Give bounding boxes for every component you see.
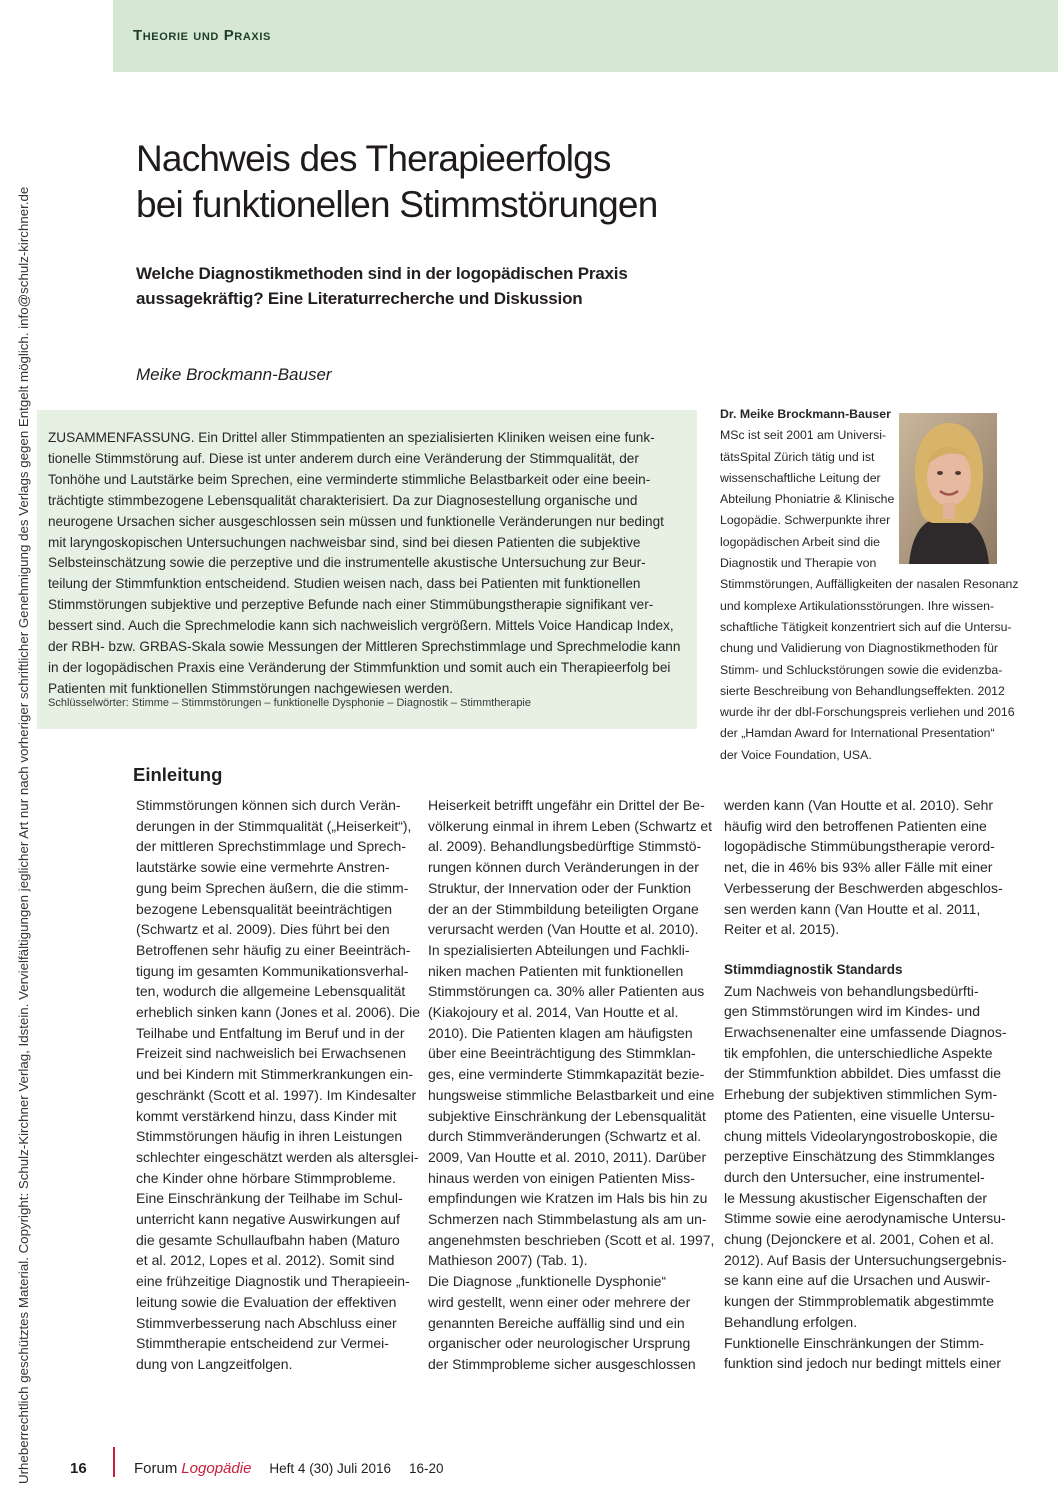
body-line: Stimmstörungen häufig in ihren Leistungen xyxy=(136,1128,403,1145)
journal-footer xyxy=(134,1460,444,1477)
footer-divider xyxy=(113,1447,115,1477)
body-line: 2010). Die Patienten klagen am häufigsten xyxy=(428,1024,693,1041)
body-line: Erhebung der subjektiven stimmlichen Sym- xyxy=(724,1086,998,1103)
body-line: Die Diagnose „funktionelle Dysphonie“ xyxy=(428,1273,667,1290)
bio-line: Diagnostik und Therapie von xyxy=(720,556,877,571)
body-line: al. 2009). Behandlungsbedürftige Stimmstö- xyxy=(428,838,702,855)
bio-line: sierte Beschreibung von Behandlungseffekten. 2012 xyxy=(720,683,1005,698)
bio-line: logopädischen Arbeit sind die xyxy=(720,534,880,549)
abstract-line: neurogene Ursachen sicher ausgeschlossen sein müssen und funktionelle Veränderungen nur bedingt xyxy=(48,513,664,529)
bio-line: MSc ist seit 2001 am Universi- xyxy=(720,428,887,443)
body-line: der Stimmprobleme sicher ausgeschlossen xyxy=(428,1355,696,1372)
section-heading-einleitung: Einleitung xyxy=(133,764,223,785)
body-line: Freizeit sind nachweislich bei Erwachsenen xyxy=(136,1045,407,1062)
bio-line: Stimmstörungen, Auffälligkeiten der nasalen Resonanz xyxy=(720,577,1019,592)
abstract-line: teilung der Stimmfunktion entscheidend. Studien weisen nach, dass bei Patienten mit funktionellen xyxy=(48,576,641,592)
bio-line: Abteilung Phoniatrie & Klinische xyxy=(720,492,895,507)
bio-line: chung und Validierung von Diagnostikmethoden für xyxy=(720,641,999,656)
body-line: der mittleren Sprechstimmlage und Sprech- xyxy=(136,838,407,855)
body-line: logopädische Stimmübungstherapie verord- xyxy=(724,838,995,855)
abstract-line: Stimmstörungen subjektive und perzeptive Befunde nach einer Stimmübungstherapie signifikant ver- xyxy=(48,597,654,613)
body-line: empfindungen wie Kratzen im Hals bis hin zu xyxy=(428,1190,708,1207)
body-column-2 xyxy=(428,795,715,1375)
body-line: werden kann (Van Houtte et al. 2010). Sehr xyxy=(724,797,994,813)
title-line: Nachweis des Therapieerfolgs xyxy=(136,138,611,179)
page-number: 16 xyxy=(70,1460,87,1477)
body-line: Heiserkeit betrifft ungefähr ein Drittel der Be- xyxy=(428,797,705,813)
body-line: geschränkt (Scott et al. 1997). Im Kindesalter xyxy=(136,1086,417,1103)
abstract-line: bessert sind. Auch die Sprechmelodie kann sich nachweislich vergrößern. Mittels Voice Handicap Index, xyxy=(48,618,674,634)
body-line: Zum Nachweis von behandlungsbedürfti- xyxy=(724,982,979,999)
page-range: 16-20 xyxy=(409,1461,444,1476)
body-line: chung (Dejonckere et al. 2001, Cohen et al. xyxy=(724,1231,995,1248)
body-line: Behandlung erfolgen. xyxy=(724,1313,858,1330)
body-line: organischer oder neurologischer Ursprung xyxy=(428,1335,691,1352)
body-line: ptome des Patienten, eine visuelle Untersu- xyxy=(724,1106,995,1123)
body-line: net, die in 46% bis 93% aller Fälle mit einer xyxy=(724,859,993,876)
bio-line: und komplexe Artikulationsstörungen. Ihre wissen- xyxy=(720,598,995,613)
body-line: (Schwartz et al. 2009). Dies führt bei den xyxy=(136,921,390,938)
body-line: gen Stimmstörungen wird im Kindes- und xyxy=(724,1003,981,1020)
body-line: Schmerzen nach Stimmbelastung als am un- xyxy=(428,1211,707,1228)
body-line: eine frühzeitige Diagnostik und Therapieein- xyxy=(136,1273,410,1290)
abstract-line: Tonhöhe und Lautstärke beim Sprechen, eine verminderte stimmliche Belastbarkeit oder eine beein- xyxy=(48,471,651,487)
body-line: 2009, Van Houtte et al. 2010, 2011). Darüber xyxy=(428,1148,707,1165)
body-line: ges, eine verminderte Stimmkapazität bezie- xyxy=(428,1066,705,1083)
body-line: Verbesserung der Beschwerden abgeschlos- xyxy=(724,879,1003,896)
body-line: die gesamte Schullaufbahn haben (Maturo xyxy=(136,1231,400,1248)
paragraph-gap xyxy=(724,940,999,960)
abstract-line: Selbsteinschätzung sowie die perzeptive und die instrumentelle akustische Untersuchung zur Beur- xyxy=(48,555,646,571)
keywords: Schlüsselwörter: Stimme – Stimmstörungen – funktionelle Dysphonie – Diagnostik – Stimmtherapie xyxy=(48,697,531,709)
abstract-line: tionelle Stimmstörung auf. Diese ist unter anderem durch eine Veränderung der Stimmqualität, der xyxy=(48,450,639,466)
body-line: verursacht werden (Van Houtte et al. 2010). xyxy=(428,921,699,938)
body-line: und bei Kindern mit Stimmerkrankungen ein- xyxy=(136,1066,414,1083)
body-line: dung von Langzeitfolgen. xyxy=(136,1355,293,1372)
body-line: erheblich sinken kann (Jones et al. 2006). Die xyxy=(136,1004,421,1021)
body-line: 2012). Auf Basis der Untersuchungsergebnis- xyxy=(724,1251,1007,1268)
abstract-line: trächtigte stimmbezogene Lebensqualität charakterisiert. Da zur Diagnosestellung organische und xyxy=(48,492,638,508)
journal-name-forum: Forum xyxy=(134,1460,178,1477)
body-line: ten, wodurch die allgemeine Lebensqualität xyxy=(136,983,406,1000)
bio-line: der „Hamdan Award for International Presentation“ xyxy=(720,726,995,741)
bio-line: Stimm- und Schluckstörungen sowie die evidenzba- xyxy=(720,662,1003,677)
section-label: Theorie und Praxis xyxy=(133,27,271,44)
abstract-text xyxy=(48,428,688,700)
body-line: Struktur, der Innervation oder der Funktion xyxy=(428,879,692,896)
body-line: leitung sowie die Evaluation der effektiven xyxy=(136,1293,397,1310)
bio-line: Logopädie. Schwerpunkte ihrer xyxy=(720,513,891,528)
bio-line: tätsSpital Zürich tätig und ist xyxy=(720,449,875,464)
abstract-line: der RBH- bzw. GRBAS-Skala sowie Messungen der Mittleren Sprechstimmlage und Sprechmelodie kann xyxy=(48,639,681,655)
body-column-3 xyxy=(724,795,1007,1374)
body-line: che Kinder ohne hörbare Stimmprobleme. xyxy=(136,1169,396,1186)
body-line: (Kiakojoury et al. 2014, Van Houtte et al. xyxy=(428,1004,679,1021)
body-line: Erwachsenenalter eine umfassende Diagnos- xyxy=(724,1024,1007,1041)
bio-line: schaftliche Tätigkeit konzentriert sich auf die Untersu- xyxy=(720,619,1012,634)
bio-line: wissenschaftliche Leitung der xyxy=(720,470,881,485)
body-line: gung beim Sprechen äußern, die die stimm- xyxy=(136,879,409,896)
body-line: Stimmstörungen ca. 30% aller Patienten aus xyxy=(428,983,705,1000)
body-line: Funktionelle Einschränkungen der Stimm- xyxy=(724,1334,984,1351)
body-line: hinaus werden von einigen Patienten Miss- xyxy=(428,1169,695,1186)
subheading-stimmdiagnostik-standards: Stimmdiagnostik Standards xyxy=(724,961,903,977)
body-line: rungen können durch Veränderungen in der xyxy=(428,859,699,876)
body-line: Stimme sowie eine aerodynamische Untersu- xyxy=(724,1210,1006,1227)
body-line: durch Stimmveränderungen (Schwartz et al. xyxy=(428,1128,702,1145)
body-line: Stimmstörungen können sich durch Verän- xyxy=(136,797,401,813)
body-line: unterricht kann negative Auswirkungen auf xyxy=(136,1211,400,1228)
article-title xyxy=(136,136,836,228)
body-line: schlechter eingeschätzt werden als altersglei- xyxy=(136,1148,419,1165)
body-line: Eine Einschränkung der Teilhabe im Schul- xyxy=(136,1190,403,1207)
body-line: angenehmsten beschrieben (Scott et al. 1997, xyxy=(428,1231,715,1248)
body-line: niken machen Patienten mit funktionellen xyxy=(428,962,684,979)
body-line: Reiter et al. 2015). xyxy=(724,921,840,938)
body-line: völkerung einmal in ihrem Leben (Schwartz et xyxy=(428,817,713,834)
body-line: über eine Beeinträchtigung des Stimmklan- xyxy=(428,1045,696,1062)
body-line: In spezialisierten Abteilungen und Fachkli- xyxy=(428,941,690,958)
journal-name-logopaedie: Logopädie xyxy=(181,1460,252,1477)
body-line: der Stimmfunktion abbildet. Dies umfasst die xyxy=(724,1065,1002,1082)
body-line: hungsweise stimmliche Belastbarkeit und eine xyxy=(428,1086,715,1103)
body-line: bezogene Lebensqualität beeinträchtigen xyxy=(136,900,393,917)
body-line: Mathieson 2007) (Tab. 1). xyxy=(428,1252,588,1269)
copyright-notice: Urheberrechtlich geschütztes Material. Copyright: Schulz-Kirchner Verlag, Idstein. Vervielfältigungen jeglicher Art nur nach vorheriger schriftlicher Genehmigung des Verlags gegen Entgelt möglich. info@schulz-kirchner.de xyxy=(16,186,31,1484)
body-line: kommt verstärkend hinzu, dass Kinder mit xyxy=(136,1107,397,1124)
abstract-line: mit laryngoskopischen Untersuchungen nachweisbar sind, sind bei diesen Patienten die subjektive xyxy=(48,534,641,550)
author-name: Meike Brockmann-Bauser xyxy=(136,365,332,384)
body-line: Teilhabe und Entfaltung im Beruf und in der xyxy=(136,1024,405,1041)
abstract-line: ZUSAMMENFASSUNG. Ein Drittel aller Stimmpatienten an spezialisierten Kliniken weisen eine funk- xyxy=(48,430,655,445)
body-line: Stimmverbesserung nach Abschluss einer xyxy=(136,1314,397,1331)
issue-info: Heft 4 (30) Juli 2016 xyxy=(269,1461,391,1476)
body-line: funktion sind jedoch nur bedingt mittels einer xyxy=(724,1355,1002,1372)
body-line: der an der Stimmbildung beteiligten Organe xyxy=(428,900,699,917)
body-line: Stimmtherapie entscheidend zur Vermei- xyxy=(136,1335,389,1352)
body-line: derungen in der Stimmqualität („Heiserkeit“), xyxy=(136,817,412,834)
subtitle-line: Welche Diagnostikmethoden sind in der logopädischen Praxis xyxy=(136,264,628,283)
body-line: subjektive Einschränkung der Lebensqualität xyxy=(428,1107,706,1124)
body-line: le Messung akustischer Eigenschaften der xyxy=(724,1189,988,1206)
body-line: häufig wird den betroffenen Patienten eine xyxy=(724,817,987,834)
body-line: se kann eine auf die Ursachen und Auswir- xyxy=(724,1272,991,1289)
body-line: tigung im gesamten Kommunikationsverhal- xyxy=(136,962,409,979)
body-line: durch den Untersucher, eine instrumentel- xyxy=(724,1168,985,1185)
abstract-line: Patienten mit funktionellen Stimmstörungen nachgewiesen werden. xyxy=(48,680,454,696)
body-line: perzeptive Einschätzung des Stimmklanges xyxy=(724,1148,995,1165)
subtitle-line: aussagekräftig? Eine Literaturrecherche und Diskussion xyxy=(136,289,583,308)
body-line: et al. 2012, Lopes et al. 2012). Somit sind xyxy=(136,1252,395,1269)
body-line: wird gestellt, wenn einer oder mehrere der xyxy=(428,1293,691,1310)
body-line: kungen der Stimmproblematik abgestimmte xyxy=(724,1293,995,1310)
body-line: Betroffenen sehr häufig zu einer Beeinträch- xyxy=(136,941,411,958)
body-line: chung mittels Videolaryngostroboskopie, die xyxy=(724,1127,998,1144)
bio-author-name: Dr. Meike Brockmann-Bauser xyxy=(720,407,891,421)
body-line: lautstärke sowie eine vermehrte Anstren- xyxy=(136,859,390,876)
abstract-line: in der logopädischen Praxis eine Veränderung der Stimmfunktion und somit auch ein Therapieerfolg bei xyxy=(48,659,671,675)
body-line: genannten Bereiche auffällig sind und ein xyxy=(428,1314,685,1331)
article-subtitle xyxy=(136,261,756,311)
bio-line: der Voice Foundation, USA. xyxy=(720,747,872,762)
author-bio xyxy=(720,404,1019,766)
body-line: tik empfohlen, die unterschiedliche Aspekte xyxy=(724,1044,993,1061)
title-line: bei funktionellen Stimmstörungen xyxy=(136,184,658,225)
body-line: sen werden kann (Van Houtte et al. 2011, xyxy=(724,900,981,917)
body-column-1 xyxy=(136,795,421,1375)
bio-line: wurde ihr der dbl-Forschungspreis verliehen und 2016 xyxy=(720,705,1015,720)
